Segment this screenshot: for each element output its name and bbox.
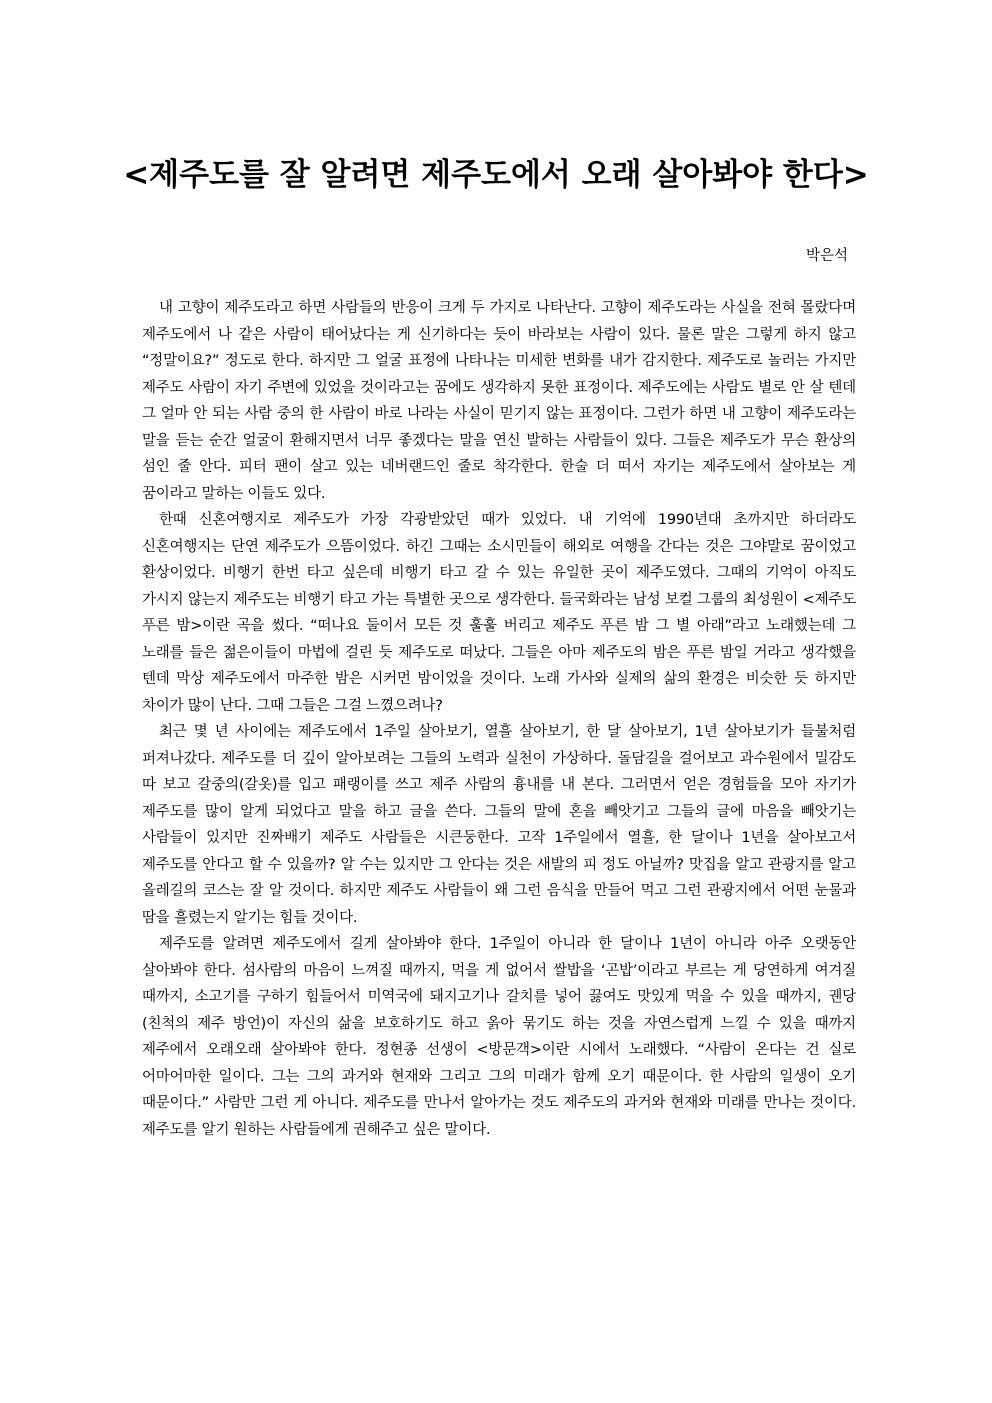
paragraph-4: 제주도를 알려면 제주도에서 길게 살아봐야 한다. 1주일이 아니라 한 달이나 1년이 아니라 아주 오랫동안 살아봐야 한다. 섬사람의 마음이 느껴질 때까지, 먹을 게 없어서 쌀밥을 ‘곤밥’이라고 부르는 게 당연하게 여겨질 때까지, 소고기를 구하기 힘들어서 미역국에 돼지고기나 갈치를 넣어 끓여도 맛있게 먹을 수 있을 때까지, 궨당(친척의 제주 방언)이 자신의 삶을 보호하기도 하고 옭아 묶기도 하는 것을 자연스럽게 느낄 수 있을 때까지 제주에서 오래오래 살아봐야 한다. 정현종 선생이 <방문객>이란 시에서 노래했다. “사람이 온다는 건 실로 어마어마한 일이다. 그는 그의 과거와 현재와 그리고 그의 미래가 함께 오기 때문이다. 한 사람의 일생이 오기 때문이다.” 사람만 그런 게 아니다. 제주도를 만나서 알아가는 것도 제주도의 과거와 현재와 미래를 만나는 것이다. 제주도를 알기 원하는 사람들에게 권해주고 싶은 말이다.: [142, 936, 856, 1138]
paragraph-2: 한때 신혼여행지로 제주도가 가장 각광받았던 때가 있었다. 내 기억에 1990년대 초까지만 하더라도 신혼여행지는 단연 제주도가 으뜸이었다. 하긴 그때는 소시민들이 해외로 여행을 간다는 것은 그야말로 꿈이었고 환상이었다. 비행기 한번 타고 싶은데 비행기 타고 갈 수 있는 유일한 곳이 제주도였다. 그때의 기억이 아직도 가시지 않는지 제주도는 비행기 타고 가는 특별한 곳으로 생각한다. 들국화라는 남성 보컬 그룹의 최성원이 <제주도 푸른 밤>이란 곡을 썼다. “떠나요 둘이서 모든 것 훌훌 버리고 제주도 푸른 밤 그 별 아래”라고 노래했는데 그 노래를 들은 젊은이들이 마법에 걸린 듯 제주도로 떠났다. 그들은 아마 제주도의 밤은 푸른 밤일 거라고 생각했을 텐데 막상 제주도에서 마주한 밤은 시커먼 밤이었을 것이다. 노래 가사와 실제의 삶의 환경은 비슷한 듯 하지만 차이가 많이 난다. 그때 그들은 그걸 느꼈으려나?: [142, 512, 856, 714]
author-name: 박은석: [805, 248, 848, 264]
paragraph-1: 내 고향이 제주도라고 하면 사람들의 반응이 크게 두 가지로 나타난다. 고향이 제주도라는 사실을 전혀 몰랐다며 제주도에서 나 같은 사람이 태어났다는 게 신기하다는 듯이 바라보는 사람이 있다. 물론 말은 그렇게 하지 않고 “정말이요?” 정도로 한다. 하지만 그 얼굴 표정에 나타나는 미세한 변화를 내가 감지한다. 제주도로 놀러는 가지만 제주도 사람이 자기 주변에 있었을 것이라고는 꿈에도 생각하지 못한 표정이다. 제주도에는 사람도 별로 안 살 텐데 그 얼마 안 되는 사람 중의 한 사람이 바로 나라는 사실이 믿기지 않는 표정이다. 그런가 하면 내 고향이 제주도라는 말을 듣는 순간 얼굴이 환해지면서 너무 좋겠다는 말을 연신 발하는 사람들이 있다. 그들은 제주도가 무슨 환상의 섬인 줄 안다. 피터 팬이 살고 있는 네버랜드인 줄로 착각한다. 한술 더 떠서 자기는 제주도에서 살아보는 게 꿈이라고 말하는 이들도 있다.: [142, 300, 856, 502]
document-title: <제주도를 잘 알려면 제주도에서 오래 살아봐야 한다>: [123, 157, 869, 193]
document-body: [142, 295, 856, 1143]
paragraph-3: 최근 몇 년 사이에는 제주도에서 1주일 살아보기, 열흘 살아보기, 한 달 살아보기, 1년 살아보기가 들불처럼 퍼져나갔다. 제주도를 더 깊이 알아보려는 그들의 노력과 실천이 가상하다. 돌담길을 걸어보고 과수원에서 밀감도 따 보고 갈중의(갈옷)를 입고 패랭이를 쓰고 제주 사람의 흉내를 내 본다. 그러면서 얻은 경험들을 모아 자기가 제주도를 많이 알게 되었다고 말을 하고 글을 쓴다. 그들의 말에 혼을 빼앗기고 그들의 글에 마음을 빼앗기는 사람들이 있지만 진짜배기 제주도 사람들은 시큰둥한다. 고작 1주일에서 열흘, 한 달이나 1년을 살아보고서 제주도를 안다고 할 수 있을까? 알 수는 있지만 그 안다는 것은 새발의 피 정도 아닐까? 맛집을 알고 관광지를 알고 올레길의 코스는 잘 알 것이다. 하지만 제주도 사람들이 왜 그런 음식을 만들어 먹고 그런 관광지에서 어떤 눈물과 땀을 흘렸는지 알기는 힘들 것이다.: [142, 724, 856, 926]
